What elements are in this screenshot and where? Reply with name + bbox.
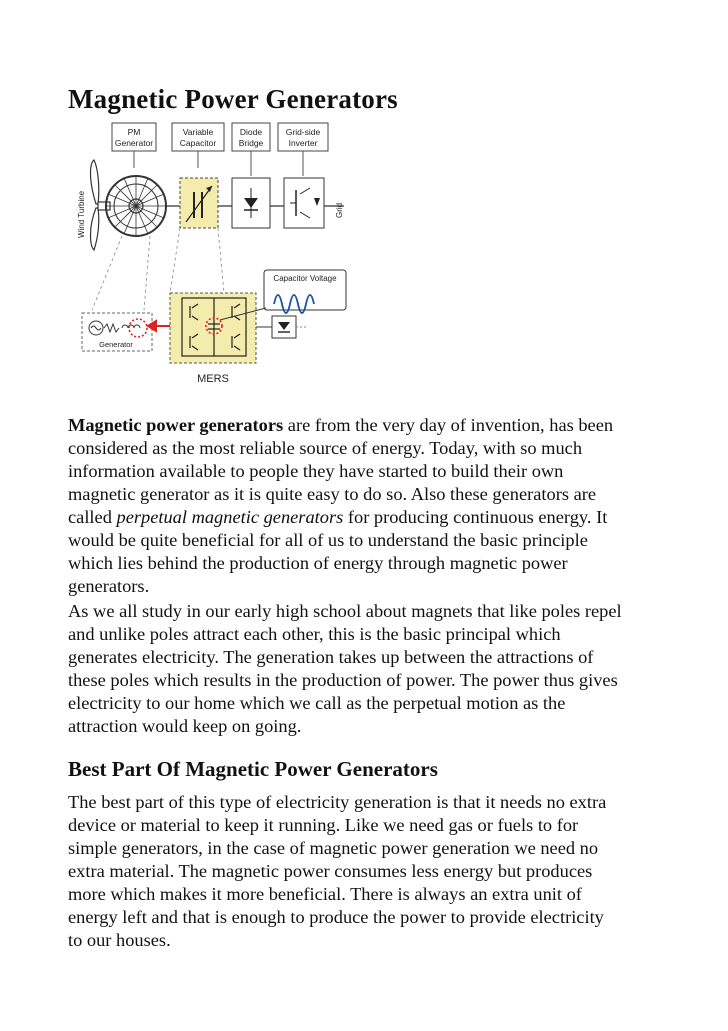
diode-bridge-icon [232,178,270,228]
mers-diagram [74,118,374,393]
p2-line: electricity to our home which we call as the perpetual motion as the [68,693,566,713]
p3-line: energy left and that is enough to produce the power to provide electricity [68,907,604,927]
p3-line: to our houses. [68,930,171,950]
box-label-pm: PM [127,127,141,137]
grid-inverter-icon [284,178,324,228]
p3-line: extra material. The magnetic power consumes less energy but produces [68,861,593,881]
intro-paragraph [68,414,664,598]
pm-generator-icon [106,176,166,236]
box-label-grid-side: Grid-side [285,127,321,137]
p1-line-1: are from the very day of invention, has been [283,415,614,435]
wind-turbine-icon [91,160,111,250]
p3-line: more which makes it more beneficial. There is always an extra unit of [68,884,582,904]
section-heading: Best Part Of Magnetic Power Generators [68,757,438,781]
p3-line: device or material to keep it running. Like we need gas or fuels to for [68,815,579,835]
bold-lead-phrase: Magnetic power generators [68,415,284,435]
box-label-variable: Variable [182,127,214,137]
wind-turbine-label: Wind Turbine [77,190,86,238]
box-label-bridge: Bridge [238,138,264,148]
p2-line: attraction would keep on going. [68,716,302,736]
p2-line: these poles which results in the production of power. The power thus gives [68,670,618,690]
p1-line-6: would be quite beneficial for all of us to understand the basic principle [68,530,588,550]
mers-diagram-figure [74,118,374,393]
box-label-capacitor: Capacitor [179,138,217,148]
p3-line: simple generators, in the case of magnetic power generation we need no [68,838,599,858]
mers-block-icon [170,293,256,363]
p1-line-7: which lies behind the production of energy through magnetic power [68,553,568,573]
generator-label: Generator [99,340,133,349]
variable-capacitor-icon [180,178,218,228]
p1-line-4: magnetic generator as it is quite easy to do so. Also these generators are [68,484,597,504]
box-label-generator: Generator [114,138,154,148]
p1-line-5-pre: called [68,507,117,527]
p1-line-3: information available to people they have started to build their own [68,461,564,481]
page-title: Magnetic Power Generators [68,84,398,114]
p2-line: generates electricity. The generation takes up between the attractions of [68,647,594,667]
box-label-diode: Diode [239,127,263,137]
p1-line-2: considered as the most reliable source of energy. Today, with so much [68,438,583,458]
p3-line: The best part of this type of electricity generation is that it needs no extra [68,792,607,812]
italic-phrase: perpetual magnetic generators [116,507,344,527]
p2-line: As we all study in our early high school about magnets that like poles repel [68,601,622,621]
capacitor-voltage-label: Capacitor Voltage [273,274,337,283]
magnets-paragraph [68,600,664,738]
p2-line: and unlike poles attract each other, this is the basic principal which [68,624,561,644]
mers-label: MERS [197,373,229,385]
output-diode-icon [256,316,306,338]
box-label-inverter: Inverter [288,138,318,148]
best-part-paragraph [68,791,664,952]
p1-line-8: generators. [68,576,150,596]
p1-line-5-post: for producing continuous energy. It [343,507,608,527]
grid-label: Grid [335,202,344,218]
